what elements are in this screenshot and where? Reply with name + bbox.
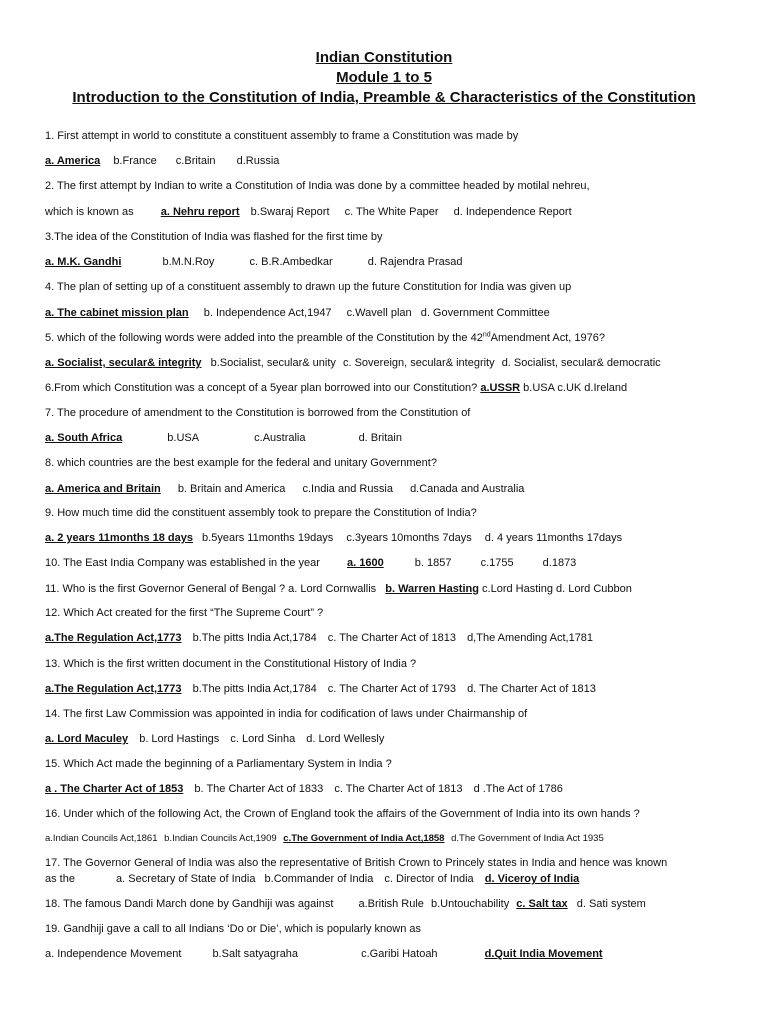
option-d: d.1873 (542, 557, 577, 569)
option-c: c. The Charter Act of 1793 (327, 683, 456, 695)
section-heading: Introduction to the Constitution of India, Preamble & Characteristics of the Constitution (72, 89, 696, 106)
option-c: c.Garibi Hatoah (361, 948, 438, 960)
answer-option: d. Viceroy of India (484, 873, 580, 885)
question-text: 5. which of the following words were added into the preamble of the Constitution by the 42 (45, 332, 483, 344)
answer-option: b. Warren Hasting (385, 583, 479, 595)
option-c: c. The White Paper (344, 206, 439, 218)
question-3: 3.The idea of the Constitution of India was flashed for the first time by (45, 231, 383, 243)
options-12 (45, 631, 728, 645)
options-7 (45, 431, 728, 445)
option-d: d.The Government of India Act 1935 (451, 833, 604, 844)
question-5 (45, 331, 728, 345)
document-title: Indian Constitution (315, 49, 453, 66)
other-options: b.USA c.UK d.Ireland (523, 382, 628, 394)
question-lead-text: which is known as (45, 206, 134, 218)
question-19: 19. Gandhiji gave a call to all Indians ‘Do or Die’, which is popularly known as (45, 923, 422, 935)
question-17 (45, 856, 732, 870)
question-8: 8. which countries are the best example for the federal and unitary Government? (45, 457, 437, 469)
answer-option: a. Nehru report (160, 206, 240, 218)
question-text: 17. The Governor General of India was also the representative of British Crown to Princely states in India and hence was known (45, 857, 668, 869)
options-8 (45, 482, 728, 496)
option-b: b.M.N.Roy (162, 256, 215, 268)
question-1: 1. First attempt in world to constitute a constituent assembly to frame a Constitution was made by (45, 130, 519, 142)
option-b: b. The Charter Act of 1833 (194, 783, 324, 795)
option-d: d. Independence Report (453, 206, 572, 218)
option-d: d. Rajendra Prasad (367, 256, 463, 268)
answer-option: a. America (45, 155, 101, 167)
question-9: 9. How much time did the constituent assembly took to prepare the Constitution of India? (45, 507, 477, 519)
option-c: c. Director of India (384, 873, 474, 885)
answer-option: a.The Regulation Act,1773 (45, 683, 182, 695)
option-d: d. 4 years 11months 17days (484, 532, 623, 544)
options-16 (45, 832, 728, 846)
question-7: 7. The procedure of amendment to the Constitution is borrowed from the Constitution of (45, 407, 471, 419)
module-heading: Module 1 to 5 (336, 69, 432, 86)
answer-option: a. 2 years 11months 18 days (45, 532, 193, 544)
options-13 (45, 682, 728, 696)
option-a: a. Secretary of State of India (116, 873, 256, 885)
options-3 (45, 255, 728, 269)
options-2 (45, 205, 728, 219)
option-b: b.Untouchability (430, 898, 510, 910)
option-c: c.Britain (175, 155, 216, 167)
options-1 (45, 154, 728, 168)
question-lead-text: as the (45, 873, 75, 885)
options-17 (45, 872, 728, 886)
option-b: b.Commander of India (264, 873, 374, 885)
answer-option: a.USSR (480, 382, 521, 394)
answer-option: a. 1600 (347, 557, 384, 569)
answer-option: a.The Regulation Act,1773 (45, 632, 182, 644)
option-b: b.USA (167, 432, 200, 444)
question-11 (45, 582, 728, 596)
option-b: b.The pitts India Act,1784 (192, 632, 317, 644)
option-b: b.France (113, 155, 157, 167)
option-c: c. Lord Sinha (230, 733, 296, 745)
question-text: 6.From which Constitution was a concept of a 5year plan borrowed into our Constitution? (45, 382, 478, 394)
question-text: 11. Who is the first Governor General of Bengal ? a. Lord Cornwallis (45, 583, 377, 595)
answer-option: d.Quit India Movement (484, 948, 603, 960)
answer-option: c.The Government of India Act,1858 (283, 833, 445, 844)
option-c: c. The Charter Act of 1813 (334, 783, 463, 795)
answer-option: a. The cabinet mission plan (45, 307, 189, 319)
option-c: c. The Charter Act of 1813 (327, 632, 456, 644)
options-15 (45, 782, 728, 796)
options-5 (45, 356, 728, 370)
question-2: 2. The first attempt by Indian to write a Constitution of India was done by a committee headed by motilal nehreu, (45, 180, 590, 192)
answer-option: a. Socialist, secular& integrity (45, 357, 202, 369)
option-d: d,The Amending Act,1781 (467, 632, 594, 644)
option-a: a.British Rule (358, 898, 424, 910)
option-d: d. The Charter Act of 1813 (467, 683, 596, 695)
answer-option: a. M.K. Gandhi (45, 256, 122, 268)
option-c: c.1755 (480, 557, 514, 569)
option-b: b.5years 11months 19days (202, 532, 334, 544)
answer-option: a. Lord Maculey (45, 733, 129, 745)
option-b: b. Lord Hastings (139, 733, 220, 745)
option-c: c.3years 10months 7days (346, 532, 472, 544)
question-13: 13. Which is the first written document in the Constitutional History of India ? (45, 658, 417, 670)
option-d: d. Government Committee (420, 307, 550, 319)
option-d: d. Sati system (576, 898, 646, 910)
answer-option: a. America and Britain (45, 483, 161, 495)
question-text-end: Amendment Act, 1976? (490, 332, 605, 344)
option-d: d. Lord Wellesly (306, 733, 385, 745)
options-9 (45, 531, 728, 545)
option-b: b.Salt satyagraha (212, 948, 299, 960)
option-b: b.Swaraj Report (250, 206, 330, 218)
option-b: b. Britain and America (177, 483, 286, 495)
option-c: c. Sovereign, secular& integrity (342, 357, 495, 369)
option-b: b. 1857 (414, 557, 452, 569)
question-16: 16. Under which of the following Act, the Crown of England took the affairs of the Government of India into its own hands ? (45, 808, 640, 820)
option-b: b. Independence Act,1947 (203, 307, 332, 319)
option-b: b.Indian Councils Act,1909 (164, 833, 277, 844)
question-10 (45, 556, 728, 570)
answer-option: a . The Charter Act of 1853 (45, 783, 184, 795)
option-a: a. Independence Movement (45, 948, 182, 960)
question-18 (45, 897, 728, 911)
option-d: d. Socialist, secular& democratic (501, 357, 661, 369)
question-4: 4. The plan of setting up of a constituent assembly to drawn up the future Constitution for India was given up (45, 281, 572, 293)
option-c: c. B.R.Ambedkar (249, 256, 333, 268)
option-d: d. Britain (358, 432, 402, 444)
question-15: 15. Which Act made the beginning of a Parliamentary System in India ? (45, 758, 392, 770)
options-14 (45, 732, 728, 746)
option-d: d.Canada and Australia (410, 483, 525, 495)
option-a: a.Indian Councils Act,1861 (45, 833, 158, 844)
option-b: b.The pitts India Act,1784 (192, 683, 317, 695)
options-4 (45, 306, 728, 320)
option-d: d .The Act of 1786 (473, 783, 563, 795)
question-text: 18. The famous Dandi March done by Gandhiji was against (45, 898, 334, 910)
question-12: 12. Which Act created for the first “The Supreme Court” ? (45, 607, 324, 619)
option-d: d.Russia (236, 155, 280, 167)
question-text: 10. The East India Company was established in the year (45, 557, 320, 569)
question-6 (45, 381, 728, 395)
options-19 (45, 947, 728, 961)
question-14: 14. The first Law Commission was appointed in india for codification of laws under Chairmanship of (45, 708, 528, 720)
option-c: c.India and Russia (302, 483, 393, 495)
other-options: c.Lord Hasting d. Lord Cubbon (482, 583, 632, 595)
ordinal-suffix: nd (482, 331, 491, 339)
answer-option: a. South Africa (45, 432, 123, 444)
answer-option: c. Salt tax (516, 898, 568, 910)
option-b: b.Socialist, secular& unity (210, 357, 336, 369)
option-c: c.Wavell plan (346, 307, 412, 319)
option-c: c.Australia (254, 432, 306, 444)
